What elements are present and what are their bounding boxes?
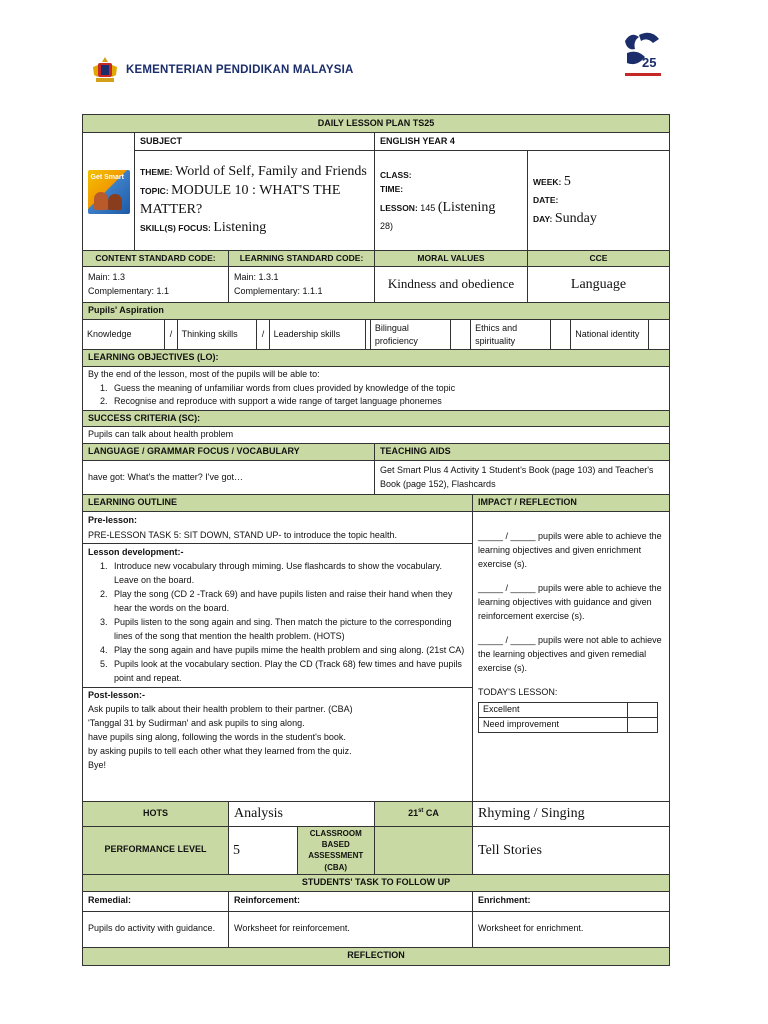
aspiration-knowledge: Knowledge <box>83 320 165 349</box>
ca-label-num: 21 <box>408 808 419 819</box>
post-lesson-line: by asking pupils to tell each other what they learned from the quiz. <box>88 746 352 757</box>
textbook-cover-icon <box>88 170 130 214</box>
development-step: 4. Play the song again and have pupils mime the health problem and sing along. (21st CA) <box>110 644 467 658</box>
aspiration-ethics: Ethics and spirituality <box>471 320 551 349</box>
skills-value: Listening <box>213 220 267 236</box>
rating-need-improvement: Need improvement <box>479 717 628 732</box>
aspiration-bilingual: Bilingual proficiency <box>370 320 450 349</box>
subject-value: ENGLISH YEAR 4 <box>375 133 670 151</box>
ca-label-sup: st <box>418 808 424 815</box>
ca-label <box>375 802 473 827</box>
pre-lesson-section <box>83 512 472 544</box>
moral-value: Kindness and obedience <box>375 267 528 303</box>
date-label: DATE: <box>533 195 559 206</box>
objective-item: 2. Recognise and reproduce with support a wide range of target language phonemes <box>110 395 664 409</box>
reflection-remedial: _____ / _____ pupils were not able to achieve the learning objectives and given remedial exercise (s). <box>478 634 662 673</box>
ca-value: Rhyming / Singing <box>473 802 670 827</box>
week-label: WEEK: <box>533 176 562 187</box>
cce-value: Language <box>528 267 670 303</box>
enrichment-label: Enrichment: <box>473 891 670 911</box>
aspiration-leadership: Leadership skills <box>269 320 365 349</box>
cba-value: Tell Stories <box>473 826 670 874</box>
objectives-title: LEARNING OBJECTIVES (LO): <box>83 350 670 367</box>
impact-title: IMPACT / REFLECTION <box>473 495 670 512</box>
aspiration-thinking-mark: / <box>257 320 269 349</box>
development-step: 2. Play the song (CD 2 -Track 69) and have pupils listen and raise their hand when they hear the words on the board. <box>110 588 467 616</box>
post-lesson-title: Post-lesson:- <box>88 690 146 701</box>
cba-label: CLASSROOM BASED ASSESSMENT (CBA) <box>297 827 374 874</box>
rating-excellent: Excellent <box>479 702 628 717</box>
aspiration-bilingual-mark <box>450 320 470 349</box>
lesson-plan-table <box>82 114 670 966</box>
success-criteria-title: SUCCESS CRITERIA (SC): <box>83 410 670 427</box>
moral-values-label: MORAL VALUES <box>375 251 528 267</box>
aspiration-title: Pupils' Aspiration <box>83 303 670 320</box>
reinforcement-label: Reinforcement: <box>229 891 473 911</box>
ministry-name: KEMENTERIAN PENDIDIKAN MALAYSIA <box>126 64 354 76</box>
class-label: CLASS: <box>380 169 412 180</box>
aspiration-row <box>83 320 670 350</box>
lesson-label: LESSON: <box>380 202 418 213</box>
follow-up-title: STUDENTS' TASK TO FOLLOW UP <box>83 874 670 891</box>
aspiration-thinking: Thinking skills <box>177 320 257 349</box>
reinforcement-text: Worksheet for reinforcement. <box>229 911 473 947</box>
post-lesson-line: Ask pupils to talk about their health problem to their partner. (CBA) <box>88 704 353 715</box>
learning-standard-label: LEARNING STANDARD CODE: <box>229 251 375 267</box>
learning-outline-body <box>83 512 473 802</box>
teaching-aids-title: TEACHING AIDS <box>375 444 670 461</box>
objective-item: 1. Guess the meaning of unfamiliar words from clues provided by knowledge of the topic <box>110 382 664 396</box>
teaching-aids-text: Get Smart Plus 4 Activity 1 Student's Book (page 103) and Teacher's Book (page 152), Flashcards <box>375 461 670 495</box>
hots-label: HOTS <box>83 802 229 827</box>
aspiration-ethics-mark <box>550 320 570 349</box>
performance-level-label: PERFORMANCE LEVEL <box>83 826 229 874</box>
textbook-cover <box>83 133 135 251</box>
reflection-enrichment: _____ / _____ pupils were able to achieve the learning objectives and given enrichment exercise (s). <box>478 531 662 570</box>
content-standard-label: CONTENT STANDARD CODE: <box>83 251 229 267</box>
development-section <box>83 544 472 688</box>
theme-label: THEME: <box>140 166 173 177</box>
content-standard-value <box>83 267 229 303</box>
week-value: 5 <box>563 173 571 189</box>
learning-outline-title: LEARNING OUTLINE <box>83 495 473 512</box>
enrichment-text: Worksheet for enrichment. <box>473 911 670 947</box>
rating-need-improvement-box[interactable] <box>628 717 658 732</box>
lesson-rating-table <box>478 702 658 733</box>
lesson-value: (Listening <box>437 199 496 215</box>
topic-label: TOPIC: <box>140 185 169 196</box>
ts25-logo-icon <box>617 27 667 82</box>
topic-value: MODULE 10 : WHAT'S THE MATTER? <box>140 182 341 217</box>
ca-label-rest: CA <box>423 808 439 819</box>
content-comp: Complementary: 1.1 <box>88 285 170 296</box>
time-label: TIME: <box>380 184 404 195</box>
reflection-title: REFLECTION <box>83 947 670 965</box>
aspiration-national-mark <box>649 320 670 349</box>
subject-label: SUBJECT <box>135 133 375 151</box>
theme-topic-cell <box>135 151 375 251</box>
lesson-number: 145 <box>420 202 436 213</box>
theme-value: World of Self, Family and Friends <box>175 163 367 179</box>
day-value: Sunday <box>554 210 597 226</box>
development-step: 5. Pupils look at the vocabulary section. Play the CD (Track 68) few times and have pupils point and repeat. <box>110 658 467 686</box>
post-lesson-section <box>83 688 472 774</box>
objectives-intro: By the end of the lesson, most of the pupils will be able to: <box>88 369 320 380</box>
impact-body <box>473 512 670 802</box>
book-cover-title: Get Smart <box>90 173 124 181</box>
cba-label-fill <box>375 826 473 874</box>
rating-excellent-box[interactable] <box>628 702 658 717</box>
aspiration-national: National identity <box>571 320 649 349</box>
learning-main: Main: 1.3.1 <box>234 271 279 282</box>
pre-lesson-title: Pre-lesson: <box>88 515 138 526</box>
content-main: Main: 1.3 <box>88 271 126 282</box>
pre-lesson-text: PRE-LESSON TASK 5: SIT DOWN, STAND UP- to introduce the topic health. <box>88 529 397 540</box>
development-step: 3. Pupils listen to the song again and sing. Then match the picture to the corresponding lines of the song that mention the health problem. (HOTS) <box>110 616 467 644</box>
week-date-cell <box>528 151 670 251</box>
svg-text:25: 25 <box>642 55 657 70</box>
learning-standard-value <box>229 267 375 303</box>
performance-level-value: 5 <box>229 827 297 874</box>
post-lesson-line: 'Tanggal 31 by Sudirman' and ask pupils to sing along. <box>88 718 305 729</box>
skills-label: SKILL(S) FOCUS: <box>140 223 211 234</box>
plan-title: DAILY LESSON PLAN TS25 <box>83 115 670 133</box>
malaysia-crest-icon <box>90 55 120 85</box>
lesson-value-cont: 28) <box>380 221 394 232</box>
cce-label: CCE <box>528 251 670 267</box>
learning-comp: Complementary: 1.1.1 <box>234 285 323 296</box>
hots-value: Analysis <box>229 802 375 827</box>
success-criteria-text: Pupils can talk about health problem <box>83 427 670 444</box>
aspiration-knowledge-mark: / <box>165 320 177 349</box>
development-step: 1. Introduce new vocabulary through miming. Use flashcards to show the vocabulary. Leave on the board. <box>110 560 467 588</box>
language-focus-text: have got: What's the matter? I've got… <box>83 461 375 495</box>
remedial-label: Remedial: <box>83 891 229 911</box>
language-focus-title: LANGUAGE / GRAMMAR FOCUS / VOCABULARY <box>83 444 375 461</box>
post-lesson-line: Bye! <box>88 760 107 771</box>
remedial-text: Pupils do activity with guidance. <box>83 911 229 947</box>
day-label: DAY: <box>533 213 553 224</box>
development-title: Lesson development:- <box>88 547 184 558</box>
objectives-body <box>83 367 670 411</box>
reflection-reinforcement: _____ / _____ pupils were able to achieve the learning objectives with guidance and given reinforcement exercise (s). <box>478 583 662 621</box>
ministry-header <box>90 55 354 85</box>
post-lesson-line: have pupils sing along, following the words in the student's book. <box>88 732 346 743</box>
todays-lesson-label: TODAY'S LESSON: <box>478 686 558 697</box>
class-time-cell <box>375 151 528 251</box>
perf-cba-cell <box>229 826 375 874</box>
